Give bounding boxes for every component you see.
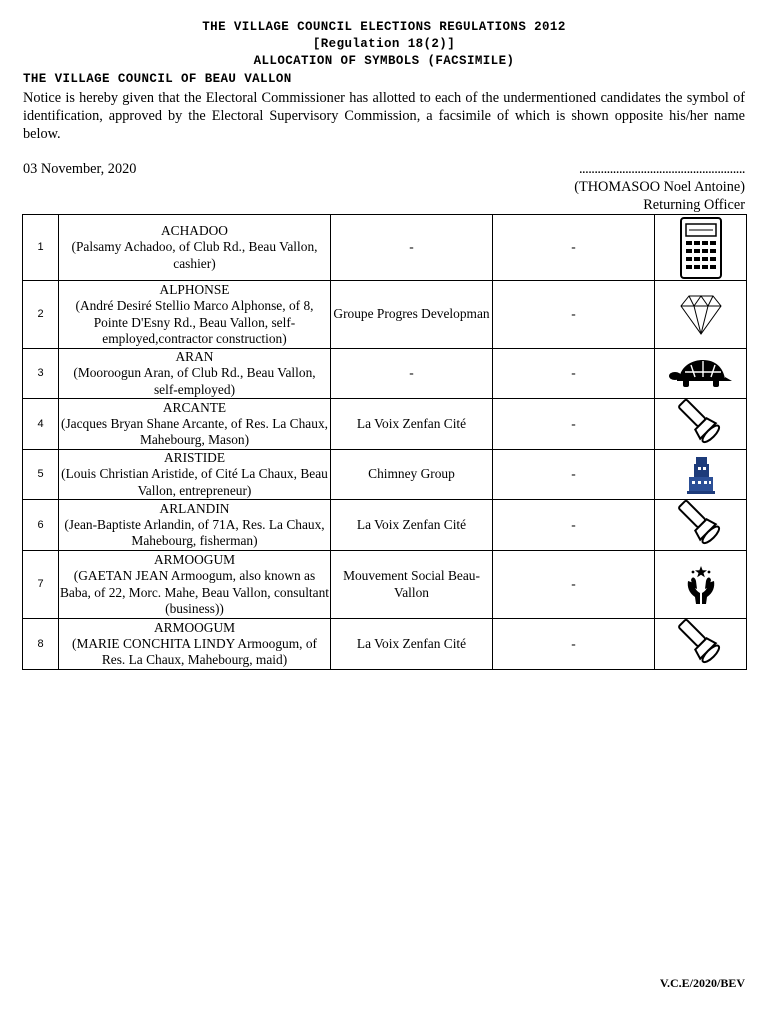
candidate-group: Chimney Group: [331, 450, 493, 500]
candidate-name-cell: [59, 399, 331, 450]
regulation-reference: [Regulation 18(2)]: [312, 37, 456, 51]
candidate-symbol-cell: [655, 500, 747, 551]
candidate-number: 2: [23, 281, 59, 349]
candidate-details: (Louis Christian Aristide, of Cité La Chaux, Beau Vallon, entrepreneur): [61, 466, 328, 498]
candidate-symbol-cell: [655, 349, 747, 399]
candidate-details: (GAETAN JEAN Armoogum, also known as Baba, of 22, Morc. Mahe, Beau Vallon, consultant (business)): [60, 568, 329, 616]
candidate-column-4: -: [493, 281, 655, 349]
candidate-symbol-cell: [655, 619, 747, 670]
candidate-group: -: [331, 215, 493, 281]
candidate-column-4: -: [493, 500, 655, 551]
hands-star-icon: [656, 565, 745, 605]
returning-officer-name: (THOMASOO Noel Antoine): [574, 179, 745, 195]
document-reference: V.C.E/2020/BEV: [659, 976, 745, 990]
turtle-icon: [656, 357, 745, 391]
allocation-title: ALLOCATION OF SYMBOLS (FACSIMILE): [253, 54, 515, 68]
candidate-details: (Mooroogun Aran, of Club Rd., Beau Vallon, self-employed): [73, 365, 316, 397]
candidate-group: -: [331, 349, 493, 399]
candidate-name-cell: [59, 349, 331, 399]
signature-line: ......................................................: [578, 161, 745, 177]
candidate-surname: ARLANDIN: [159, 500, 230, 516]
returning-officer-role: Returning Officer: [643, 197, 745, 213]
council-title: THE VILLAGE COUNCIL OF BEAU VALLON: [23, 72, 292, 86]
candidate-number: 1: [23, 215, 59, 281]
candidate-symbol-cell: [655, 215, 747, 281]
candidate-surname: ARISTIDE: [164, 450, 225, 466]
candidate-number: 6: [23, 500, 59, 551]
regulations-title: THE VILLAGE COUNCIL ELECTIONS REGULATIONS 2012: [202, 20, 566, 34]
candidate-group: Groupe Progres Developman: [331, 281, 493, 349]
candidate-column-4: -: [493, 349, 655, 399]
flashlight-icon: [656, 399, 745, 449]
notice-date: 03 November, 2020: [23, 161, 137, 177]
candidate-number: 5: [23, 450, 59, 500]
candidate-group: Mouvement Social Beau-Vallon: [331, 551, 493, 619]
flashlight-icon: [656, 619, 745, 669]
candidate-name-cell: [59, 500, 331, 551]
candidates-table: [22, 214, 747, 670]
candidate-details: (Jacques Bryan Shane Arcante, of Res. La Chaux, Mahebourg, Mason): [61, 415, 328, 448]
candidate-row: [23, 399, 747, 450]
candidate-surname: ARAN: [175, 349, 214, 365]
candidate-row: [23, 551, 747, 619]
candidate-name-cell: [59, 619, 331, 670]
candidate-group: La Voix Zenfan Cité: [331, 619, 493, 670]
candidate-name-cell: [59, 551, 331, 619]
candidate-row: [23, 619, 747, 670]
candidate-row: [23, 450, 747, 500]
candidate-symbol-cell: [655, 551, 747, 619]
calculator-icon: [656, 216, 745, 280]
candidate-row: [23, 215, 747, 281]
candidate-row: [23, 349, 747, 399]
candidate-group: La Voix Zenfan Cité: [331, 500, 493, 551]
candidate-name-cell: [59, 215, 331, 281]
candidate-symbol-cell: [655, 450, 747, 500]
candidate-details: (Jean-Baptiste Arlandin, of 71A, Res. La Chaux, Mahebourg, fisherman): [64, 516, 325, 549]
candidate-column-4: -: [493, 215, 655, 281]
notice-paragraph: Notice is hereby given that the Electoral Commissioner has allotted to each of the undermentioned candidates the symbol of identification, approved by the Electoral Supervisory Commission, a facsimile of which is shown opposite his/her name below.: [23, 90, 745, 142]
candidate-column-4: -: [493, 619, 655, 670]
candidate-surname: ACHADOO: [161, 223, 228, 239]
candidate-details: (André Desiré Stellio Marco Alphonse, of 8, Pointe D'Esny Rd., Beau Vallon, self-employed,contractor construction): [75, 298, 314, 346]
candidate-surname: ARCANTE: [162, 399, 227, 415]
diamond-icon: [656, 292, 745, 338]
candidate-name-cell: [59, 281, 331, 349]
candidate-row: [23, 500, 747, 551]
candidate-group: La Voix Zenfan Cité: [331, 399, 493, 450]
candidate-details: (MARIE CONCHITA LINDY Armoogum, of Res. La Chaux, Mahebourg, maid): [71, 635, 318, 668]
candidate-row: [23, 281, 747, 349]
candidate-column-4: -: [493, 450, 655, 500]
candidate-number: 8: [23, 619, 59, 670]
candidate-column-4: -: [493, 399, 655, 450]
candidate-number: 3: [23, 349, 59, 399]
candidate-number: 4: [23, 399, 59, 450]
candidate-column-4: -: [493, 551, 655, 619]
candidate-symbol-cell: [655, 281, 747, 349]
flashlight-icon: [656, 500, 745, 550]
candidate-number: 7: [23, 551, 59, 619]
candidate-surname: ALPHONSE: [159, 281, 230, 297]
chimney-icon: [656, 455, 745, 495]
candidate-surname: ARMOOGUM: [153, 551, 236, 567]
candidate-symbol-cell: [655, 399, 747, 450]
candidate-details: (Palsamy Achadoo, of Club Rd., Beau Vallon, cashier): [71, 239, 318, 271]
candidate-surname: ARMOOGUM: [153, 619, 236, 635]
candidate-name-cell: [59, 450, 331, 500]
